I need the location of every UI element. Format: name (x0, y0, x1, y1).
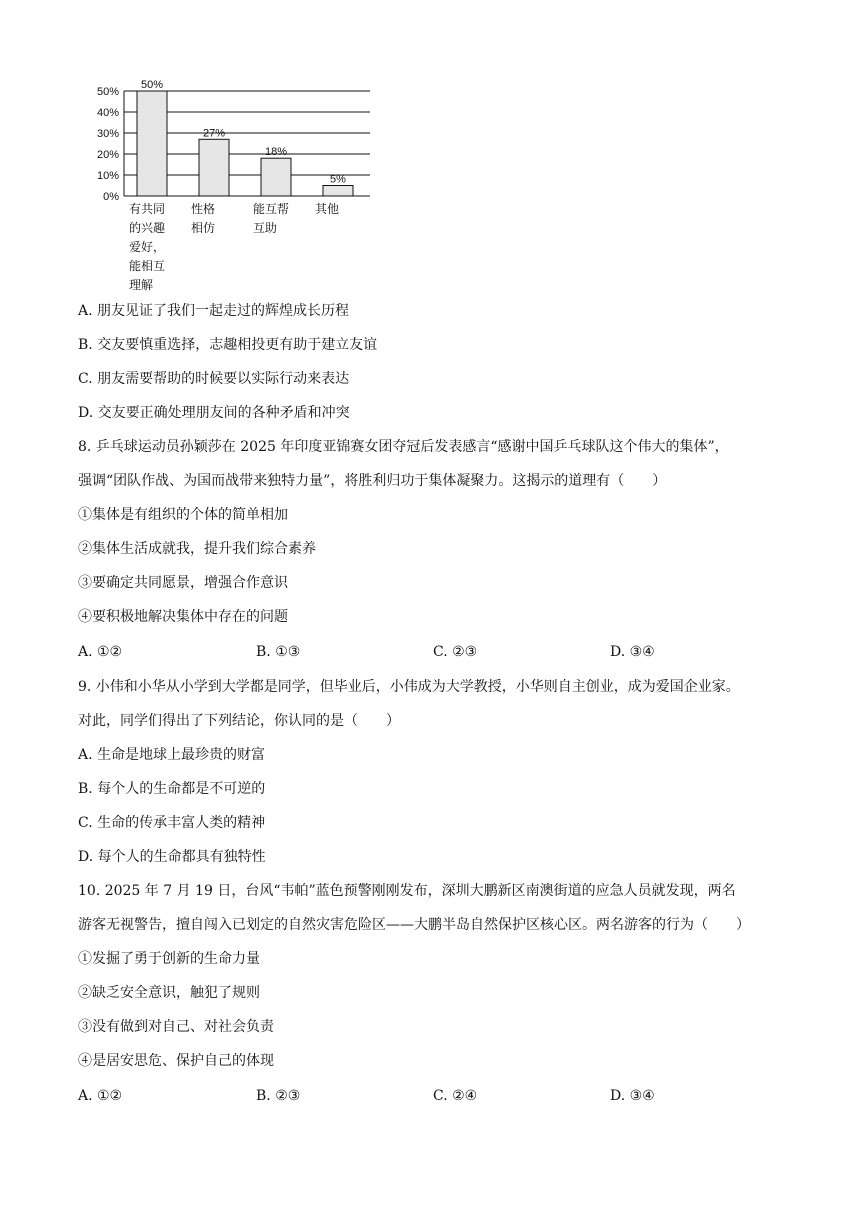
y-tick-label: 20% (96, 149, 119, 161)
bar (137, 91, 167, 196)
q8-item-3: ③要确定共同愿景，增强合作意识 (78, 575, 288, 591)
data-label: 5% (330, 173, 346, 186)
bar (323, 186, 353, 197)
q8-choice-d: D. ③④ (610, 644, 655, 660)
q8-choice-c: C. ②③ (433, 644, 478, 660)
y-tick-label: 50% (96, 86, 119, 98)
q8-choice-b: B. ①③ (256, 644, 301, 660)
q7-option-b: B. 交友要慎重选择，志趣相投更有助于建立友谊 (78, 337, 378, 353)
q9-stem-line1: 9. 小伟和小华从小学到大学都是同学，但毕业后，小伟成为大学教授，小华则自主创业，成为爱国企业家。 (78, 679, 740, 695)
q8-choice-a: A. ①② (78, 644, 123, 660)
bar (261, 158, 291, 196)
q8-item-2: ②集体生活成就我，提升我们综合素养 (78, 541, 316, 557)
q10-stem-line2: 游客无视警告，擅自闯入已划定的自然灾害危险区——大鹏半岛自然保护区核心区。两名游客的行为（ ） (78, 917, 750, 933)
y-tick-label: 10% (96, 170, 119, 182)
q10-item-4: ④是居安思危、保护自己的体现 (78, 1053, 274, 1069)
q10-choice-d: D. ③④ (610, 1088, 655, 1104)
q10-item-2: ②缺乏安全意识，触犯了规则 (78, 985, 260, 1001)
q10-item-3: ③没有做到对自己、对社会负责 (78, 1019, 274, 1035)
x-category-label: 其他 (315, 202, 340, 216)
q10-choice-b: B. ②③ (256, 1088, 301, 1104)
q8-stem-line2: 强调“团队作战、为国而战带来独特力量”，将胜利归功于集体凝聚力。这揭示的道理有（ ） (78, 473, 667, 489)
data-label: 18% (264, 146, 288, 159)
data-label: 50% (140, 79, 164, 91)
q7-option-c: C. 朋友需要帮助的时候要以实际行动来表达 (78, 371, 350, 387)
q10-stem-line1: 10. 2025 年 7 月 19 日，台风“韦帕”蓝色预警刚刚发布，深圳大鹏新区南澳街道的应急人员就发现，两名 (78, 883, 736, 899)
y-tick-label: 30% (96, 128, 119, 140)
q8-stem-line1: 8. 乒乓球运动员孙颖莎在 2025 年印度亚锦赛女团夺冠后发表感言“感谢中国乒乓球队这个伟大的集体”， (78, 439, 729, 455)
q8-item-4: ④要积极地解决集体中存在的问题 (78, 609, 288, 625)
q9-option-b: B. 每个人的生命都是不可逆的 (78, 781, 266, 797)
q7-option-a: A. 朋友见证了我们一起走过的辉煌成长历程 (78, 303, 350, 319)
q9-option-d: D. 每个人的生命都具有独特性 (78, 849, 266, 865)
q9-stem-line2: 对此，同学们得出了下列结论，你认同的是（ ） (78, 713, 400, 729)
q7-option-d: D. 交友要正确处理朋友间的各种矛盾和冲突 (78, 405, 350, 421)
q9-option-a: A. 生命是地球上最珍贵的财富 (78, 747, 266, 763)
bar (199, 139, 229, 196)
q10-choice-c: C. ②④ (433, 1088, 478, 1104)
y-tick-label: 0% (103, 191, 119, 203)
x-category-label: 有共同 的兴趣 爱好， 能相互 理解 (129, 202, 166, 292)
q10-choice-a: A. ①② (78, 1088, 123, 1104)
q10-item-1: ①发掘了勇于创新的生命力量 (78, 951, 260, 967)
x-category-label: 性格 相仿 (191, 202, 216, 235)
q8-item-1: ①集体是有组织的个体的简单相加 (78, 507, 288, 523)
x-category-label: 能互帮 互助 (253, 202, 290, 235)
bar-chart (90, 74, 390, 292)
y-tick-label: 40% (96, 107, 119, 119)
q9-option-c: C. 生命的传承丰富人类的精神 (78, 815, 266, 831)
chart-canvas (90, 74, 390, 204)
data-label: 27% (202, 127, 226, 140)
